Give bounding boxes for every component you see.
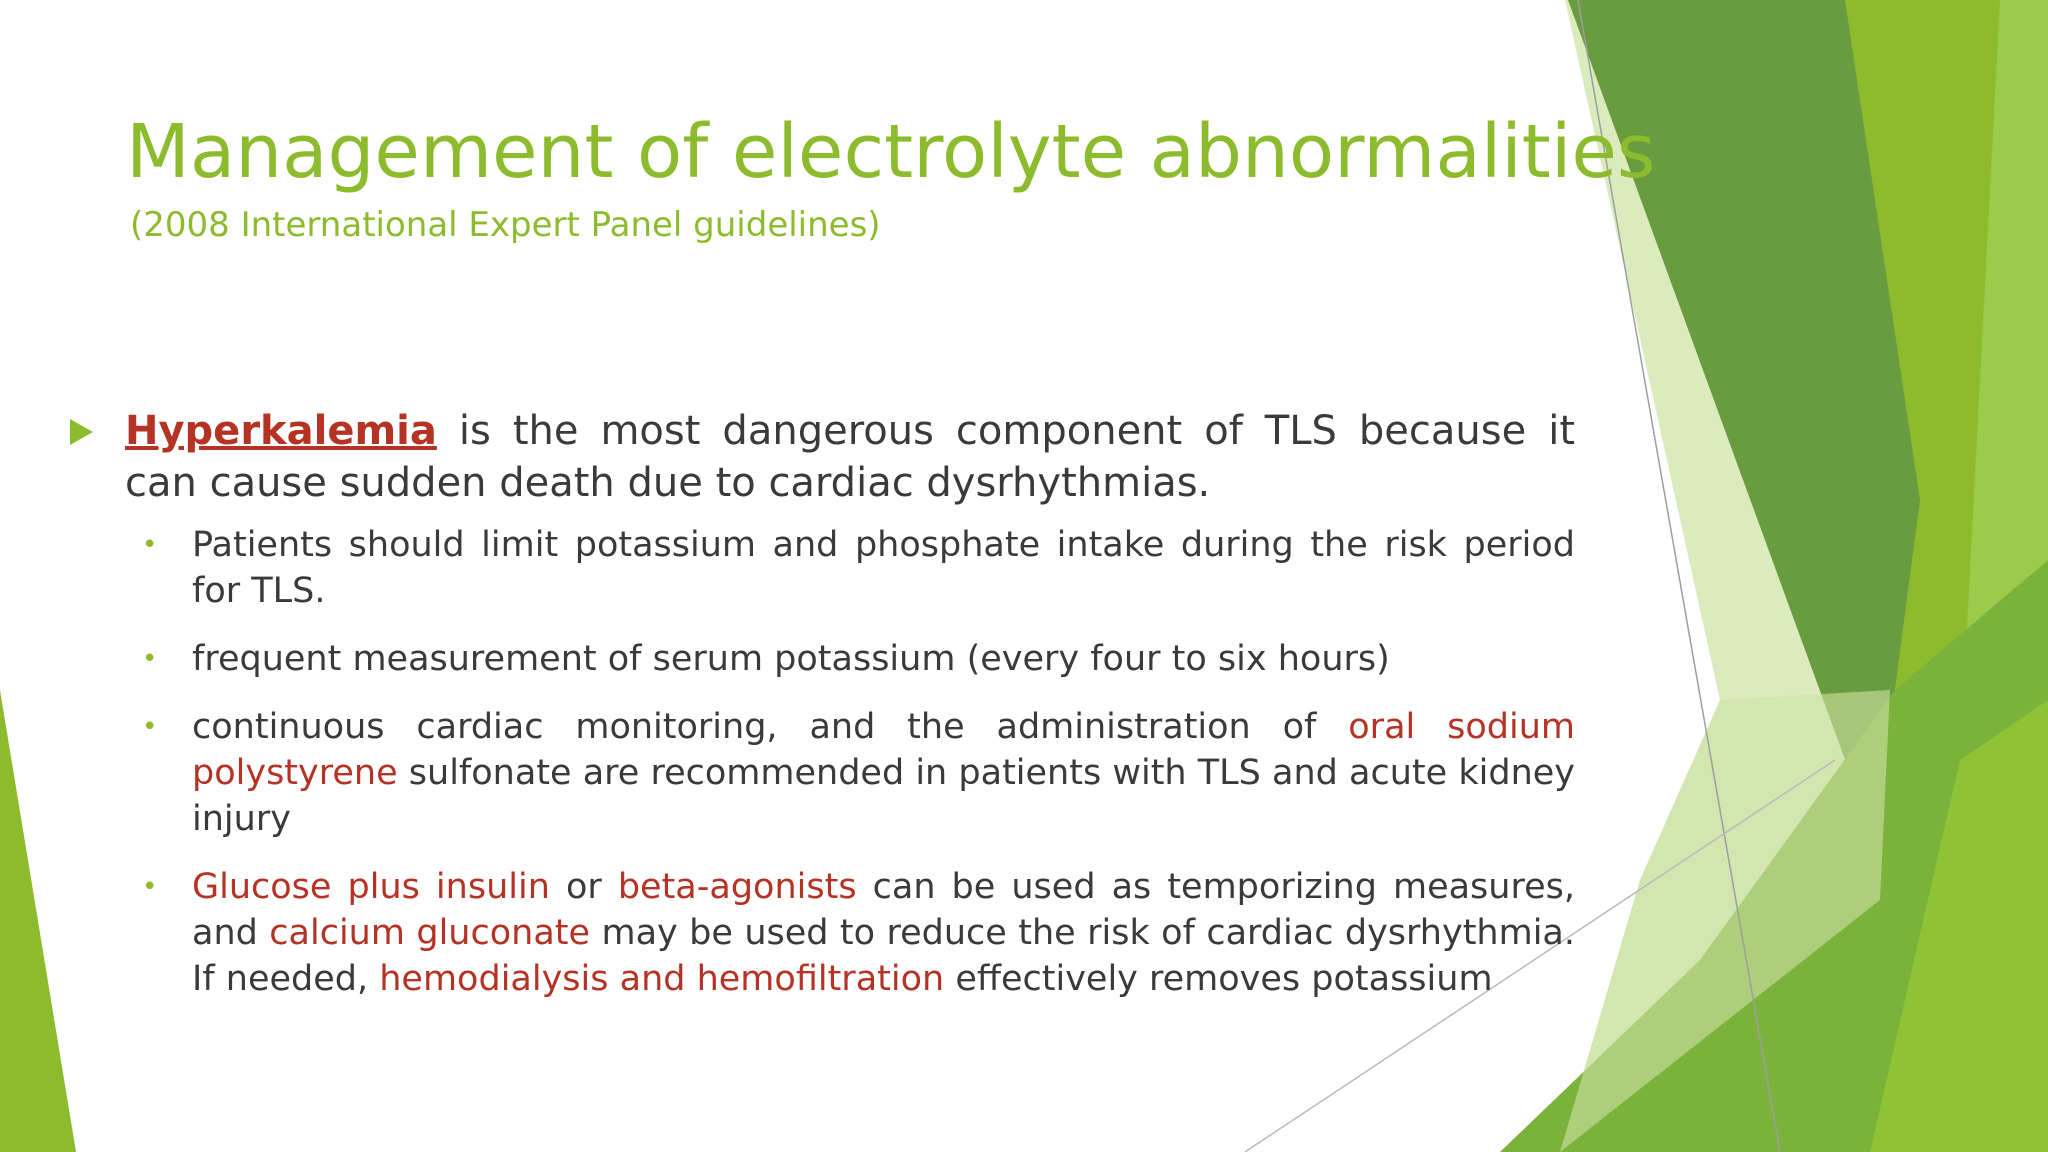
highlighted-drug-text: calcium gluconate xyxy=(269,913,591,953)
sub-bullet-text: effectively removes potassium xyxy=(944,959,1493,999)
highlighted-drug-text: hemodialysis and hemofiltration xyxy=(379,959,945,999)
sub-bullet-dot-icon: • xyxy=(142,530,158,560)
slide-subtitle: (2008 International Expert Panel guidelines) xyxy=(130,205,881,245)
sub-bullet-treatments xyxy=(70,864,1575,1002)
sub-bullet-text: sulfonate are recommended in patients with TLS and acute kidney injury xyxy=(192,753,1575,839)
sub-bullet-list xyxy=(70,522,1575,1002)
sub-bullet-monitoring xyxy=(70,704,1575,842)
sub-bullet-text: continuous cardiac monitoring, and the administration of xyxy=(192,707,1349,747)
sub-bullet-dot-icon: • xyxy=(142,872,158,902)
main-bullet xyxy=(70,405,1575,509)
hyperkalemia-keyword: Hyperkalemia xyxy=(125,408,437,454)
sub-bullet-dot-icon: • xyxy=(142,644,158,674)
sub-bullet-text: Patients should limit potassium and phosphate intake during the risk period for TLS. xyxy=(192,525,1575,611)
sub-bullet-text: can be used as temporizing measures, and xyxy=(192,867,1575,953)
highlighted-drug-text: oral sodium polystyrene xyxy=(192,707,1575,793)
highlighted-drug-text: beta-agonists xyxy=(617,867,857,907)
sub-bullet-measurement xyxy=(70,636,1575,682)
left-green-sliver xyxy=(0,690,76,1152)
sub-bullet-text: or xyxy=(549,867,618,907)
main-bullet-text: is the most dangerous component of TLS because it can cause sudden death due to cardiac dysrhythmias. xyxy=(125,408,1575,506)
sub-bullet-diet xyxy=(70,522,1575,614)
triangle-bullet-icon xyxy=(70,419,93,445)
sub-bullet-text: frequent measurement of serum potassium (every four to six hours) xyxy=(192,639,1390,679)
sub-bullet-text: may be used to reduce the risk of cardiac dysrhythmia. If needed, xyxy=(192,913,1575,999)
highlighted-drug-text: Glucose plus insulin xyxy=(192,867,550,907)
slide-body xyxy=(70,405,1575,1024)
sub-bullet-dot-icon: • xyxy=(142,712,158,742)
slide-title: Management of electrolyte abnormalities xyxy=(126,109,1656,195)
